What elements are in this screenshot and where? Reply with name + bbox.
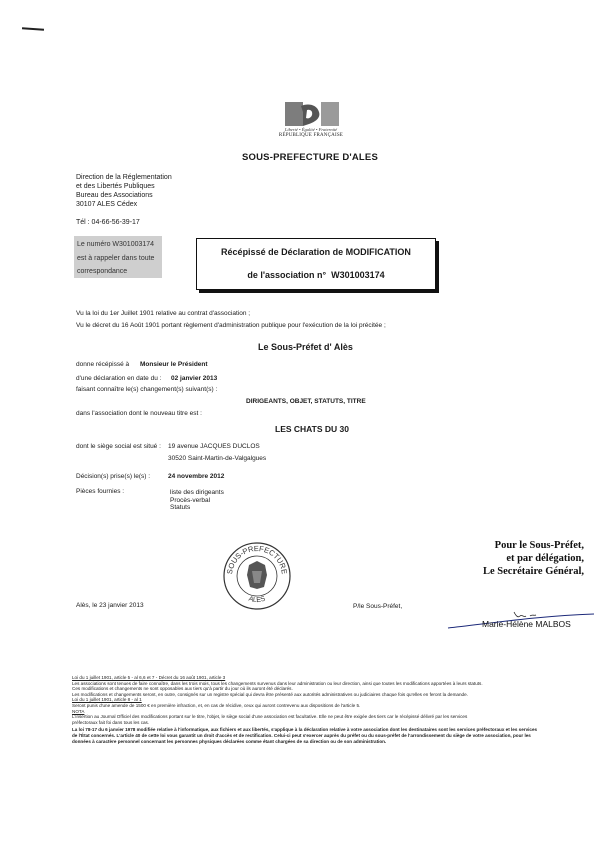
declaration-label: d'une déclaration en date du : <box>76 375 162 382</box>
signature-line: et par délégation, <box>506 553 584 564</box>
stamp-bottom-text: ALES <box>247 595 267 605</box>
document-item: Statuts <box>170 504 191 511</box>
footer-reference: Loi du 1 juillet 1901, article 8 - al 1 <box>72 697 142 703</box>
footer-privacy: La loi 78-17 du 6 janvier 1978 modifiée relative à l'informatique, aux fichiers et aux libertés, s'applique à la déclaration relative à votre association dont les destinataires sont les services préfectoraux et les services de l'État concernés. L'article 40 de cette loi vous garantit un droit d'accès et de rectification. Celui-ci peut s'exercer auprès du préfet ou du sous-préfet de l'arrondissement du siège de votre association, pour les données à caractère personnel concernant les personnes physiques déclarées comme étant chargées de sa direction ou de son administration. <box>72 727 538 744</box>
reference-line: est à rappeler dans toute <box>77 254 155 262</box>
documents-label: Pièces fournies : <box>76 488 125 495</box>
document-item: Procès-verbal <box>170 496 211 504</box>
signature-authority <box>474 539 584 578</box>
footer-paragraph: Les modifications et changements seront, en outre, consignés sur un registre spécial qui devra être présenté aux autorités administratives ou judiciaires chaque fois qu'elles en feront la demande. <box>72 691 468 697</box>
official-stamp <box>222 541 292 611</box>
footer-paragraph: Ces modifications et changements ne sont opposables aux tiers qu'à partir du jour où ils auront été déclarés. <box>72 686 293 692</box>
legal-footer <box>72 675 542 744</box>
signature-line: Le Secrétaire Général, <box>483 566 584 577</box>
republic-motto: Liberté • Égalité • Fraternité <box>284 127 338 132</box>
signature-line: Pour le Sous-Préfet, <box>494 540 584 551</box>
footer-paragraph: Les associations sont tenues de faire connaître, dans les trois mois, tous les changements survenus dans leur administration ou leur direction, ainsi que toutes les modifications apportées à leurs statuts. <box>72 680 483 686</box>
footer-reference: Loi du 1 juillet 1901, article 5 - al 6,6 et 7 - Décret du 16 août 1901, article 3 <box>72 675 226 680</box>
seat-address-line2: 30520 Saint-Martin-de-Valgalgues <box>168 455 267 462</box>
address-line: et des Libertés Publiques <box>76 183 155 190</box>
document-item: liste des dirigeants <box>170 489 224 496</box>
preamble-law: Vu la loi du 1er Juillet 1901 relative au contrat d'association ; <box>76 310 251 317</box>
republic-label: RÉPUBLIQUE FRANÇAISE <box>278 133 344 138</box>
sender-address <box>76 173 226 227</box>
svg-text:ALES <box>248 595 267 604</box>
association-name: LES CHATS DU 30 <box>275 424 349 434</box>
footer-paragraph: préfectoraux fait foi dans tous les cas. <box>72 719 150 725</box>
stamp-top-text: SOUS-PREFECTURE <box>225 543 289 575</box>
documents-list <box>170 489 224 512</box>
association-number: W301003174 <box>331 270 385 280</box>
reference-line: correspondance <box>77 268 128 275</box>
seat-label: dont le siège social est situé : <box>76 443 161 450</box>
page-title: SOUS-PREFECTURE D'ALES <box>242 152 378 163</box>
decision-label: Décision(s) prise(s) le(s) : <box>76 473 151 480</box>
receipt-title-box <box>196 238 436 290</box>
receipt-label: donne récépissé à <box>76 361 130 368</box>
decision-date: 24 novembre 2012 <box>168 473 225 480</box>
association-number-prefix: de l'association n° <box>247 270 327 280</box>
signatory-name: Marie-Hélène MALBOS <box>482 619 571 629</box>
address-line: Bureau des Associations <box>76 192 153 199</box>
recipient: Monsieur le Président <box>140 361 208 368</box>
authority-title: Le Sous-Préfet d' Alès <box>258 342 353 352</box>
phone-number: Tél : 04-66-56-39-17 <box>76 219 140 226</box>
declaration-date: 02 janvier 2013 <box>171 375 218 382</box>
footer-paragraph: L'insertion au Journal Officiel des modifications portant sur le titre, l'objet, le siège social d'une association est facultative. Elle ne peut être exigée des tiers car le récépissé délivré par les services <box>72 714 468 720</box>
footer-nota: NOTA <box>72 708 85 714</box>
seat-address-line1: 19 avenue JACQUES DUCLOS <box>168 443 260 450</box>
footer-paragraph: Seront punis d'une amende de 1500 € en première infraction, et, en cas de récidive, ceux qui auront contrevenu aux dispositions de l'article 5. <box>72 702 361 708</box>
changes-list: DIRIGEANTS, OBJET, STATUTS, TITRE <box>246 398 366 405</box>
address-line: 30107 ALES Cédex <box>76 201 138 208</box>
scan-artifact-mark <box>22 27 44 31</box>
reference-line: Le numéro W301003174 <box>77 241 155 248</box>
on-behalf-label: P/le Sous-Préfet, <box>353 603 403 610</box>
address-line: Direction de la Réglementation <box>76 174 172 181</box>
new-title-label: dans l'association dont le nouveau titre est : <box>76 410 202 417</box>
place-date: Alès, le 23 janvier 2013 <box>76 602 144 609</box>
preamble-decree: Vu le décret du 16 Août 1901 portant règlement d'administration publique pour l'exécution de la loi précitée ; <box>76 322 386 329</box>
changes-label: faisant connaître le(s) changement(s) suivant(s) : <box>76 386 218 393</box>
receipt-association-number <box>197 270 435 280</box>
reference-note <box>77 238 161 279</box>
receipt-title: Récépissé de Déclaration de MODIFICATION <box>221 247 411 257</box>
